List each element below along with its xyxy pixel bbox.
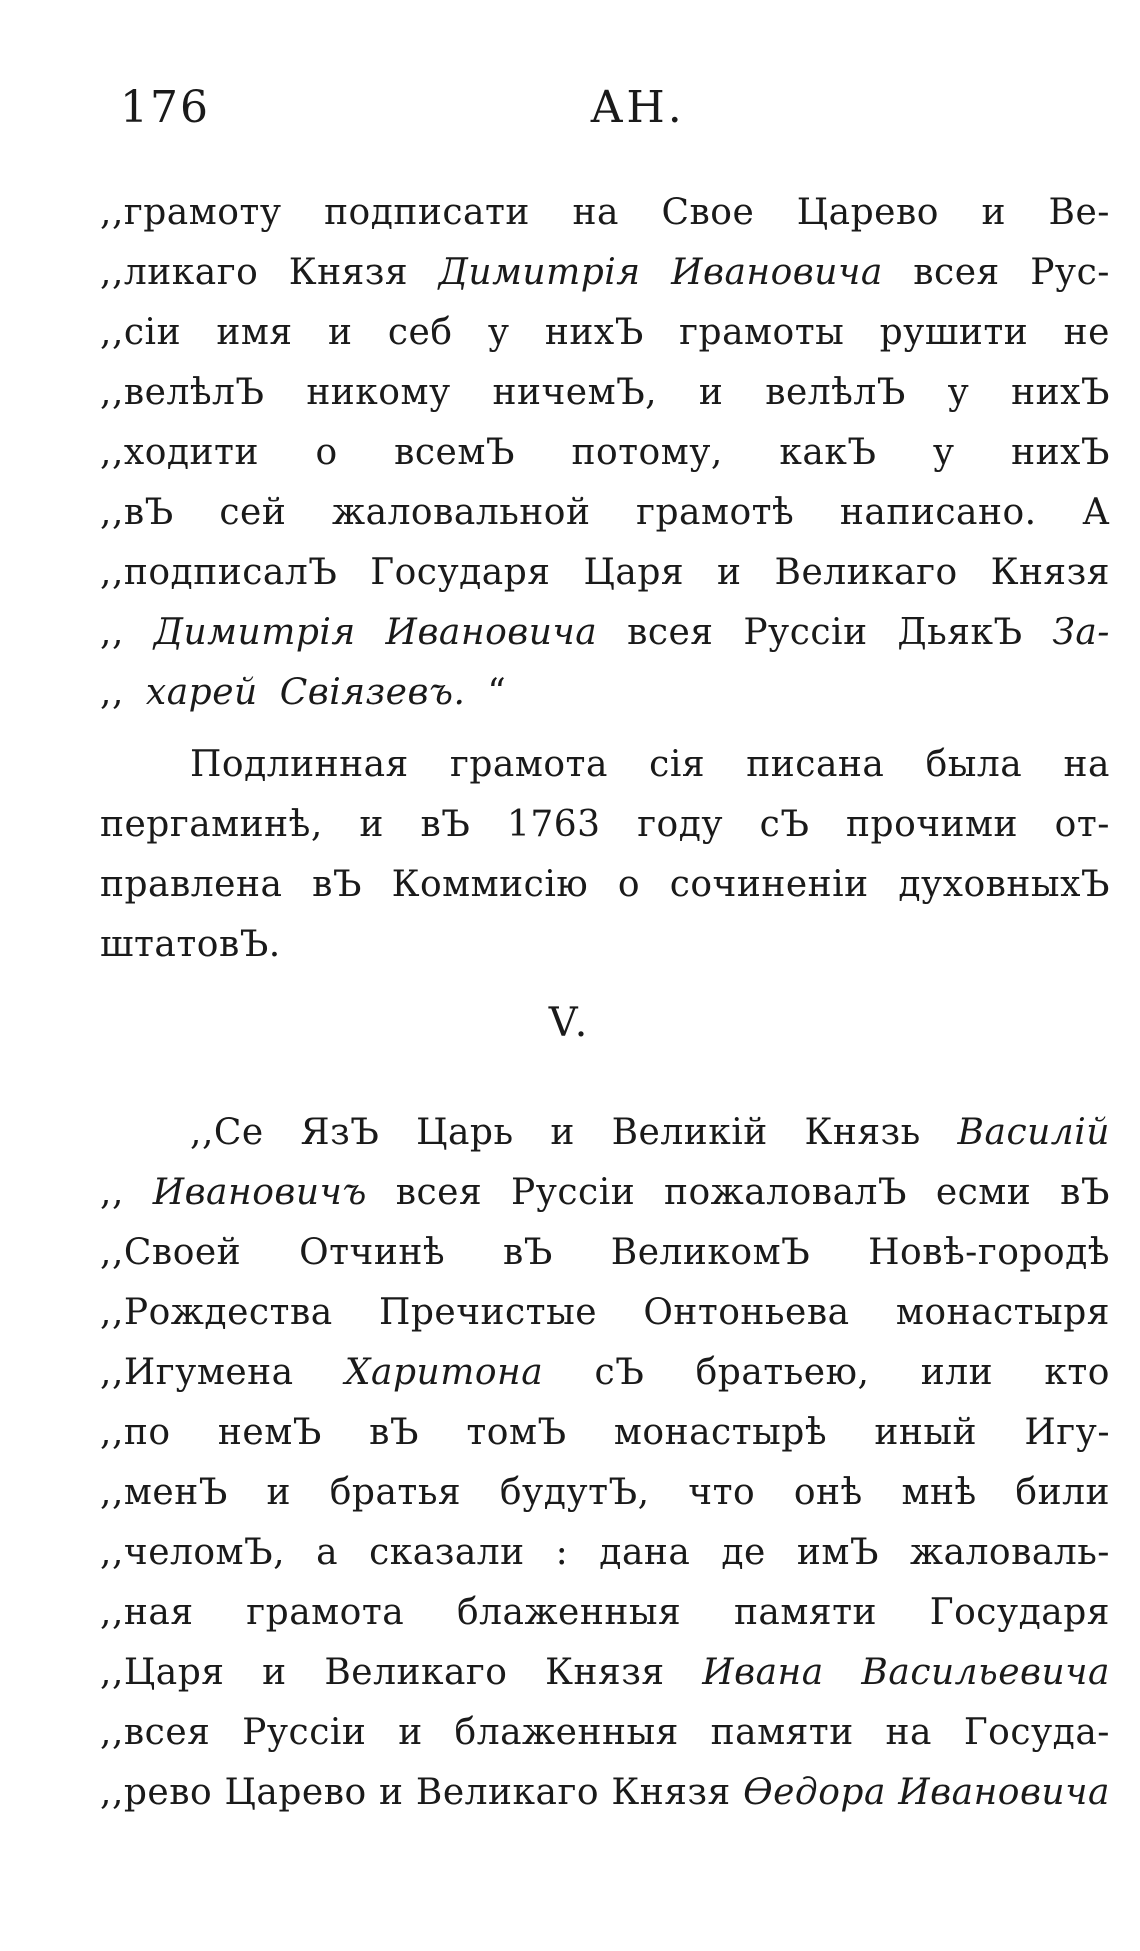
word: Князя (288, 252, 409, 293)
word: Князя (611, 1772, 731, 1813)
word: и (379, 1772, 404, 1813)
word: ,,ликаго (100, 252, 259, 293)
word: Подлинная (190, 744, 409, 785)
word: ,,челомЪ, (100, 1532, 286, 1573)
word: ВеликомЪ (610, 1232, 811, 1273)
word: немЪ (217, 1412, 322, 1453)
word: Ивановичъ (152, 1172, 367, 1213)
word: правлена (100, 864, 283, 905)
word: сочиненіи (669, 864, 869, 905)
text-line (100, 488, 1110, 538)
word: на (885, 1712, 932, 1753)
word: вЪ (369, 1412, 420, 1453)
word: духовныхЪ (898, 864, 1110, 905)
text-line (100, 920, 1110, 970)
word: Димитрія (438, 252, 641, 293)
word: Василій (957, 1112, 1110, 1153)
word: ,, (100, 672, 124, 713)
word: 1763 (506, 804, 601, 845)
text-line (100, 248, 1110, 298)
word: ,,менЪ (100, 1472, 228, 1513)
word: Ѳедора (743, 1772, 886, 1813)
word: году (637, 804, 724, 845)
word: что (688, 1472, 756, 1513)
word: себ (387, 312, 453, 353)
word: и (262, 1652, 287, 1693)
word: сЪ (594, 1352, 645, 1393)
word: нихЪ (1011, 432, 1110, 473)
word: ,,Игумена (100, 1352, 294, 1393)
word: рушити (879, 312, 1029, 353)
text-line (100, 1288, 1110, 1338)
word: дана (599, 1532, 691, 1573)
word: вЪ (420, 804, 471, 845)
word: Руссіи (510, 1172, 636, 1213)
word: Царя (583, 552, 685, 593)
word: онѣ (793, 1472, 863, 1513)
word: пожаловалЪ (664, 1172, 908, 1213)
word: сЪ (759, 804, 810, 845)
word: ,,рево (100, 1772, 213, 1813)
word: грамота (450, 744, 608, 785)
word: у (487, 312, 510, 353)
word: имЪ (796, 1532, 879, 1573)
text-line (100, 800, 1110, 850)
word: и (359, 804, 384, 845)
text-line (100, 860, 1110, 910)
text-line (100, 1168, 1110, 1218)
word: Великаго (774, 552, 958, 593)
word: всея (395, 1172, 483, 1213)
word: братья (329, 1472, 462, 1513)
word: от- (1054, 804, 1110, 845)
word: Государя (370, 552, 551, 593)
word: есми (935, 1172, 1032, 1213)
word: Васильевича (861, 1652, 1110, 1693)
text-line (100, 1588, 1110, 1638)
word: Ивановича (671, 252, 883, 293)
word: потому, (571, 432, 723, 473)
word: Госуда- (963, 1712, 1110, 1753)
word: и (717, 552, 742, 593)
word: харей (145, 672, 258, 713)
text-line (100, 548, 1110, 598)
word: у (932, 432, 955, 473)
word: ,,Царя (100, 1652, 225, 1693)
word: никому (306, 372, 451, 413)
text-line (100, 668, 1110, 718)
word: ничемЪ, (492, 372, 658, 413)
word: ДьякЪ (897, 612, 1023, 653)
word: сія (649, 744, 706, 785)
word: ,,грамоту (100, 192, 282, 233)
word: нихЪ (544, 312, 644, 353)
word: на (1063, 744, 1110, 785)
word: не (1063, 312, 1110, 353)
word: всея (913, 252, 1000, 293)
word: или (920, 1352, 994, 1393)
text-line (190, 1108, 1110, 1158)
word: у (947, 372, 970, 413)
word: жаловальной (331, 492, 591, 533)
word: Государя (929, 1592, 1110, 1633)
word: вЪ (312, 864, 362, 905)
word: Великаго (415, 1772, 599, 1813)
word: Новѣ-городѣ (868, 1232, 1110, 1273)
word: ,,Рождества (100, 1292, 333, 1333)
word: Ивановича (898, 1772, 1110, 1813)
word: сей (219, 492, 287, 533)
word: Князя (990, 552, 1110, 593)
word: и (698, 372, 724, 413)
word: ,,вЪ (100, 492, 174, 533)
word: Пречистые (378, 1292, 598, 1333)
word: Князя (545, 1652, 665, 1693)
text-line (100, 1768, 1110, 1818)
word: Ивановича (385, 612, 598, 653)
word: били (1015, 1472, 1110, 1513)
word: пергаминѣ, (100, 804, 323, 845)
word: Рус- (1030, 252, 1110, 293)
word: ,,сіи (100, 312, 182, 353)
word: кто (1044, 1352, 1110, 1393)
word: и (328, 312, 353, 353)
word: Руссіи (743, 612, 868, 653)
word: ,,подписалЪ (100, 552, 338, 593)
text-line (100, 1708, 1110, 1758)
word: ЯзЪ (300, 1112, 380, 1153)
word: Свое (661, 192, 755, 233)
word: о (617, 864, 641, 905)
word: подписати (324, 192, 530, 233)
word: памяти (710, 1712, 854, 1753)
text-line (100, 188, 1110, 238)
word: За- (1052, 612, 1110, 653)
word: Онтоньева (643, 1292, 850, 1333)
word: имя (216, 312, 293, 353)
word: иный (874, 1412, 978, 1453)
word: Свіязевъ. (279, 672, 466, 713)
word: и (266, 1472, 292, 1513)
text-line (100, 1468, 1110, 1518)
word: Царево (796, 192, 939, 233)
word: вЪ (1060, 1172, 1110, 1213)
word: о (315, 432, 338, 473)
word: ,,велѣлЪ (100, 372, 265, 413)
word: штатовЪ. (100, 924, 281, 965)
word: прочими (846, 804, 1019, 845)
text-line (100, 428, 1110, 478)
word: и (550, 1112, 575, 1153)
word: Царь (416, 1112, 514, 1153)
text-line (100, 1528, 1110, 1578)
word: грамота (246, 1592, 405, 1633)
word: томЪ (466, 1412, 567, 1453)
word: а (316, 1532, 339, 1573)
text-line (100, 1348, 1110, 1398)
word: вЪ (502, 1232, 553, 1273)
word: ,,ная (100, 1592, 194, 1633)
section-number: V. (548, 1000, 592, 1046)
word: блаженныя (456, 1592, 682, 1633)
word: Великій (611, 1112, 768, 1153)
word: ,, (100, 612, 124, 653)
word: братьею, (695, 1352, 870, 1393)
word: и (398, 1712, 423, 1753)
word: писана (746, 744, 885, 785)
word: А (1082, 492, 1110, 533)
text-line (100, 1648, 1110, 1698)
word: монастыря (895, 1292, 1110, 1333)
text-line (100, 608, 1110, 658)
word: де (721, 1532, 766, 1573)
word: грамоты (679, 312, 845, 353)
word: Харитона (344, 1352, 544, 1393)
page-number: 176 (120, 82, 210, 133)
text-line (100, 308, 1110, 358)
word: ,,по (100, 1412, 171, 1453)
word: Князь (804, 1112, 921, 1153)
word: блаженныя (454, 1712, 679, 1753)
word: ,, (100, 1172, 124, 1213)
word: монастырѣ (613, 1412, 828, 1453)
word: всемЪ (394, 432, 515, 473)
word: нихЪ (1011, 372, 1110, 413)
word: всея (627, 612, 714, 653)
word: Отчинѣ (299, 1232, 446, 1273)
word: Ивана (702, 1652, 824, 1693)
word: Великаго (324, 1652, 508, 1693)
word: : (555, 1532, 569, 1573)
word: будутЪ, (499, 1472, 650, 1513)
word: Руссіи (242, 1712, 367, 1753)
word: какЪ (779, 432, 877, 473)
word: Игу- (1024, 1412, 1110, 1453)
text-line (190, 740, 1110, 790)
word: на (572, 192, 619, 233)
word: написано. (839, 492, 1037, 533)
word: ,,ходити (100, 432, 259, 473)
running-head: АН. (590, 82, 685, 133)
word: грамотѣ (636, 492, 795, 533)
word: ,,всея (100, 1712, 211, 1753)
word: Димитрія (153, 612, 356, 653)
word: и (981, 192, 1006, 233)
word: Царево (224, 1772, 367, 1813)
word: памяти (733, 1592, 878, 1633)
word: сказали (369, 1532, 525, 1573)
word: была (925, 744, 1023, 785)
word: “ (487, 672, 507, 713)
word: ,,Се (190, 1112, 264, 1153)
word: велѣлЪ (765, 372, 906, 413)
word: жаловаль- (909, 1532, 1110, 1573)
word: ,,Своей (100, 1232, 242, 1273)
text-line (100, 1228, 1110, 1278)
word: мнѣ (901, 1472, 977, 1513)
text-line (100, 1408, 1110, 1458)
word: Ве- (1048, 192, 1110, 233)
word: Коммисію (391, 864, 589, 905)
text-line (100, 368, 1110, 418)
